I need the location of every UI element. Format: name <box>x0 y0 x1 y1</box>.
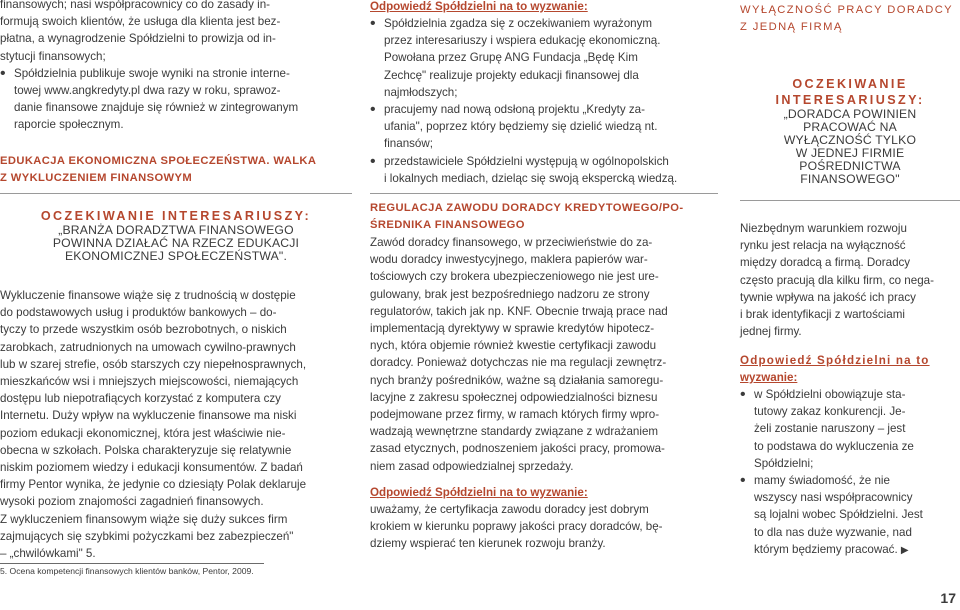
heading-line: Z JEDNĄ FIRMĄ <box>740 21 843 33</box>
bullet-item <box>740 472 960 559</box>
text-line: gulowany, brak jest bezpośredniego nadzoru ze strony <box>370 287 650 301</box>
text-line: nych, która objemie również kwestie certyfikacji zawodu <box>370 339 657 353</box>
text-line: towej www.angkredyty.pl dwa razy w roku, sprawoz- <box>14 84 281 98</box>
text-line: najmłodszych; <box>384 85 458 99</box>
text-line: mieszkańców wsi i mniejszych miejscowości, niemających <box>0 375 299 389</box>
intro-paragraph <box>0 0 298 134</box>
text-line: niem zasad odpowiedzialnej sprzedaży. <box>370 459 574 473</box>
quote-line: POWINNA DZIAŁAĆ NA RZECZ EDUKACJI <box>52 236 300 250</box>
text-line: – „chwilówkami" 5. <box>0 547 96 561</box>
text-line: • Spółdzielnia publikuje swoje wyniki na stronie interne- <box>14 66 290 80</box>
body-paragraph-regulation <box>370 234 718 475</box>
text-line: • mamy świadomość, że nie <box>754 474 890 488</box>
heading-line: EDUKACJA EKONOMICZNA SPOŁECZEŃSTWA. WALKA <box>0 155 317 167</box>
text-line: Powołana przez Grupę ANG Fundacja „Będę Kim <box>384 51 638 65</box>
text-line: Wykluczenie finansowe wiąże się z trudnością w dostępie <box>0 289 296 302</box>
response-block-3 <box>740 352 960 559</box>
quote-line: EKONOMICZNEJ SPOŁECZEŃSTWA". <box>64 249 288 263</box>
text-line: Z wykluczeniem finansowym wiąże się duży sukces firm <box>0 512 288 526</box>
response-label: Odpowiedź Spółdzielni na to wyzwanie: <box>370 0 588 13</box>
quote-line: POŚREDNICTWA <box>799 159 901 173</box>
section-heading-regulation <box>370 200 718 234</box>
response-label: Odpowiedź Spółdzielni na to wyzwanie: <box>370 486 588 499</box>
text-line: zajmujących się szybkimi pożyczkami bez zabezpieczeń" <box>0 529 294 543</box>
bullet-item <box>740 386 960 472</box>
next-page-arrow-icon: ▶ <box>900 544 909 556</box>
text-line: finansowych; nasi współpracownicy co do zasady in- <box>0 0 271 11</box>
text-line: Spółdzielni; <box>754 456 814 470</box>
response-block-1 <box>370 0 718 187</box>
divider <box>740 200 960 201</box>
text-line: zarobkach, zatrudnionych na umowach cywilno-prawnych <box>0 340 296 354</box>
text-line: obecna w szkołach. Polska charakteryzuje się relatywnie <box>0 443 292 457</box>
text-line: tutowy zakaz konkurencji. Je- <box>754 405 906 419</box>
stakeholder-quote <box>740 76 960 186</box>
heading-line: Z WYKLUCZENIEM FINANSOWYM <box>0 172 193 184</box>
text-line: danie finansowe znajduje się również w zintegrowanym <box>14 101 299 115</box>
quote-label-line: INTERESARIUSZY: <box>775 93 925 107</box>
text-line: podejmowane przez firmy, w ramach których firmy wpro- <box>370 408 660 422</box>
text-line: i brak identyfikacji z wartościami <box>740 308 905 322</box>
quote-line: WYŁĄCZNOŚĆ TYLKO <box>783 133 917 147</box>
text-line: płatna, a wynagrodzenie Spółdzielni to prowizja od in- <box>0 32 276 46</box>
text-line: poziom edukacji ekonomicznej, która jest właściwie nie- <box>0 426 286 440</box>
section-heading-exclusivity <box>740 2 960 36</box>
text-line: to podstawa do wykluczenia ze <box>754 439 914 453</box>
text-line: nych branży pośredników, ważne są działania samoregu- <box>370 373 664 387</box>
response-label-line: Odpowiedź Spółdzielni na to <box>740 354 930 367</box>
section-heading-education <box>0 153 316 187</box>
text-line: dostępu lub niepotrafiących korzystać z komputera czy <box>0 392 281 406</box>
response-block-2 <box>370 484 718 553</box>
footnote-divider <box>0 563 264 564</box>
text-line: Zawód doradcy finansowego, w przeciwieństwie do za- <box>370 236 653 249</box>
response-label-line: wyzwanie: <box>740 371 798 384</box>
text-line: stytucji finansowych; <box>0 49 106 63</box>
text-line: • przedstawiciele Spółdzielni występują w ogólnopolskich <box>384 154 669 168</box>
quote-line: FINANSOWEGO" <box>800 172 900 186</box>
text-line: wadzają wewnętrzne standardy związane z wdrażaniem <box>370 425 659 439</box>
text-line: ufania", poprzez który będziemy się dzielić wiedzą nt. <box>384 120 658 134</box>
bullet-item <box>370 15 718 101</box>
text-line: dziemy wspierać ten kierunek rozwoju branży. <box>370 537 606 551</box>
text-line: rynku jest relacja na wyłączność <box>740 239 906 253</box>
body-paragraph-exclusivity <box>740 220 960 340</box>
heading-line: REGULACJA ZAWODU DORADCY KREDYTOWEGO/PO- <box>370 202 684 214</box>
text-line: formują swoich klientów, że usługa dla klienta jest bez- <box>0 15 281 29</box>
heading-line: WYŁĄCZNOŚĆ PRACY DORADCY <box>740 4 954 16</box>
text-line: • w Spółdzielni obowiązuje sta- <box>754 388 906 401</box>
text-line: i lokalnych mediach, dzieląc się swoją ekspercką wiedzą. <box>384 171 678 185</box>
quote-line: PRACOWAĆ NA <box>803 120 897 134</box>
text-line: Internetu. Duży wpływ na wykluczenie finansowe ma niski <box>0 409 297 423</box>
text-line: niskim poziomem wiedzy i edukacji konsumentów. Z badań <box>0 461 303 475</box>
divider <box>370 193 718 194</box>
text-line: raporcie społecznym. <box>14 118 124 132</box>
text-line: finansów; <box>384 137 433 151</box>
text-line: doradcy. Ponieważ dotychczas nie ma regulacji zewnętrz- <box>370 356 667 370</box>
text-line: • pracujemy nad nową odsłoną projektu „Kredyty za- <box>384 103 645 117</box>
text-line: wodu doradcy inwestycyjnego, maklera papierów war- <box>370 253 648 267</box>
text-line: tywnie wpływa na jakość ich pracy <box>740 290 916 304</box>
text-line: między doradcą a firmą. Doradcy <box>740 256 911 270</box>
divider <box>0 193 352 194</box>
text-line <box>754 541 960 559</box>
text-span: którym będziemy pracować. <box>754 542 898 556</box>
text-line: często pracują dla kilku firm, co nega- <box>740 273 934 287</box>
quote-line: W JEDNEJ FIRMIE <box>795 146 905 160</box>
heading-line: ŚREDNIKA FINANSOWEGO <box>370 219 525 231</box>
page-number: 17 <box>940 590 956 606</box>
text-line: jednej firmy. <box>740 325 802 339</box>
text-line: wysoki poziom znajomości zagadnień finansowych. <box>0 495 264 509</box>
text-line: • Spółdzielnia zgadza się z oczekiwaniem wyrażonym <box>384 17 653 30</box>
text-line: uważamy, że certyfikacja zawodu doradcy jest dobrym <box>370 503 649 516</box>
text-line: do podstawowych usług i produktów bankowych – do- <box>0 306 277 320</box>
text-line: są lojalni wobec Spółdzielni. Jest <box>754 508 923 522</box>
text-line: firmy Pentor wynika, że jedynie co dziesiąty Polak deklaruje <box>0 478 307 492</box>
footnote: 5. Ocena kompetencji finansowych klientów banków, Pentor, 2009. <box>0 566 254 576</box>
text-line: przez interesariuszy i wspiera edukację ekonomiczną. <box>384 34 661 48</box>
text-line: lub w szarej strefie, osób starszych czy niepełnosprawnych, <box>0 357 307 371</box>
text-line: tyczy to przede wszystkim osób bezrobotnych, o niskich <box>0 323 287 337</box>
quote-line: „DORADCA POWINIEN <box>783 107 917 121</box>
quote-label: OCZEKIWANIE INTERESARIUSZY: <box>40 209 312 223</box>
stakeholder-quote <box>0 208 352 263</box>
text-line: Niezbędnym warunkiem rozwoju <box>740 222 907 235</box>
quote-line: „BRANŻA DORADZTWA FINANSOWEGO <box>58 223 294 237</box>
text-line: lacyjne z zakresu społecznej odpowiedzialności biznesu <box>370 390 658 404</box>
text-line: zasad etycznych, podnoszeniem jakości pracy, promowa- <box>370 442 665 456</box>
text-line: implementacją dyrektywy w sprawie kredytów hipotecz- <box>370 322 655 336</box>
text-line: tościowych czy brokera ubezpieczeniowego nie jest ure- <box>370 270 659 284</box>
body-paragraph-exclusion <box>0 287 306 562</box>
text-line: krokiem w kierunku poprawy jakości pracy doradców, bę- <box>370 520 663 534</box>
text-line: regulatorów, takich jak np. KNF. Obecnie trwają prace nad <box>370 304 668 318</box>
bullet-item <box>370 153 718 187</box>
text-line: Zechcę" realizuje projekty edukacji finansowej dla <box>384 68 639 82</box>
bullet-item <box>370 101 718 153</box>
quote-label-line: OCZEKIWANIE <box>792 77 908 91</box>
text-line: wszyscy nasi współpracownicy <box>754 491 913 505</box>
text-line: żeli zostanie naruszony – jest <box>754 422 906 436</box>
bullet-item <box>0 65 298 134</box>
text-line: to dla nas duże wyzwanie, nad <box>754 525 912 539</box>
